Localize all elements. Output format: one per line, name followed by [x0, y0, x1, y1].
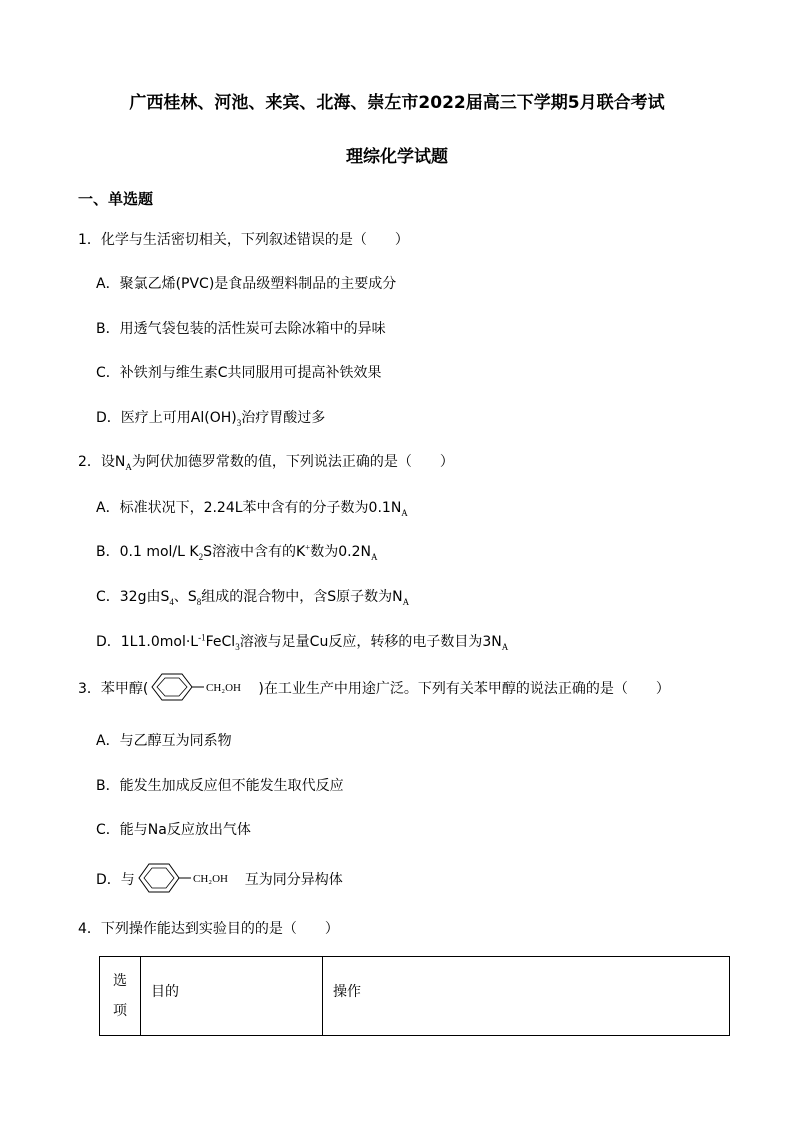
table-header-purpose: 目的	[141, 957, 323, 1036]
table-header-option: 选项	[100, 957, 141, 1036]
question-2-stem: 2．设$N_A$为阿伏加德罗常数的值，下列说法正确的是（ ）	[78, 454, 454, 472]
question-2-option-d: D．$1L1.0mol\cdot L^{-1}FeCl_3$溶液与足量Cu反应，转移的电子数目为$3N_A$	[96, 632, 509, 652]
table-header-operation: 操作	[323, 957, 730, 1036]
question-1-option-c: C．补铁剂与维生素C共同服用可提高补铁效果	[96, 365, 382, 381]
question-4-table	[99, 956, 730, 1036]
page-title: 广西桂林、河池、来宾、北海、崇左市2022届高三下学期5月联合考试	[129, 93, 665, 113]
ch2oh-label: CH₂OH	[206, 682, 242, 694]
question-3-option-d: D．与 CH₂OH 互为同分异构体	[96, 860, 343, 900]
question-2-option-c: C．32g由$S_4$、$S_8$组成的混合物中，含S原子数为$N_A$	[96, 589, 410, 607]
question-2-option-b: B．0.1 mol/L $K_2S$溶液中含有的K+数为$0.2N_A$	[96, 542, 378, 562]
question-3-option-b: B．能发生加成反应但不能发生取代反应	[96, 778, 344, 794]
benzyl-alcohol-structure	[148, 670, 258, 708]
question-1-stem: 1．化学与生活密切相关，下列叙述错误的是（ ）	[78, 232, 409, 248]
benzene-ring-icon	[148, 670, 258, 704]
table-row	[100, 957, 730, 1036]
question-4-stem: 4．下列操作能达到实验目的的是（ ）	[78, 921, 339, 937]
benzyl-alcohol-structure-d	[135, 860, 245, 900]
question-1-option-b: B．用透气袋包装的活性炭可去除冰箱中的异味	[96, 321, 386, 337]
question-1-option-d: D．医疗上可用$Al(OH)_3$治疗胃酸过多	[96, 410, 326, 428]
question-3-option-c: C．能与Na反应放出气体	[96, 822, 251, 838]
question-1-option-a: A．聚氯乙烯(PVC)是食品级塑料制品的主要成分	[96, 276, 397, 292]
ch2oh-label: CH₂OH	[192, 873, 228, 885]
benzene-ring-icon	[135, 860, 245, 896]
question-3-stem: 3．苯甲醇( CH₂OH )在工业生产中用途广泛。下列有关苯甲醇的说法正确的是（ ）	[78, 670, 670, 708]
question-2-option-a: A．标准状况下，2.24L苯中含有的分子数为$0.1N_A$	[96, 500, 408, 518]
section-heading: 一、单选题	[78, 190, 154, 208]
page-subtitle: 理综化学试题	[346, 147, 448, 167]
question-3-option-a: A．与乙醇互为同系物	[96, 733, 232, 749]
